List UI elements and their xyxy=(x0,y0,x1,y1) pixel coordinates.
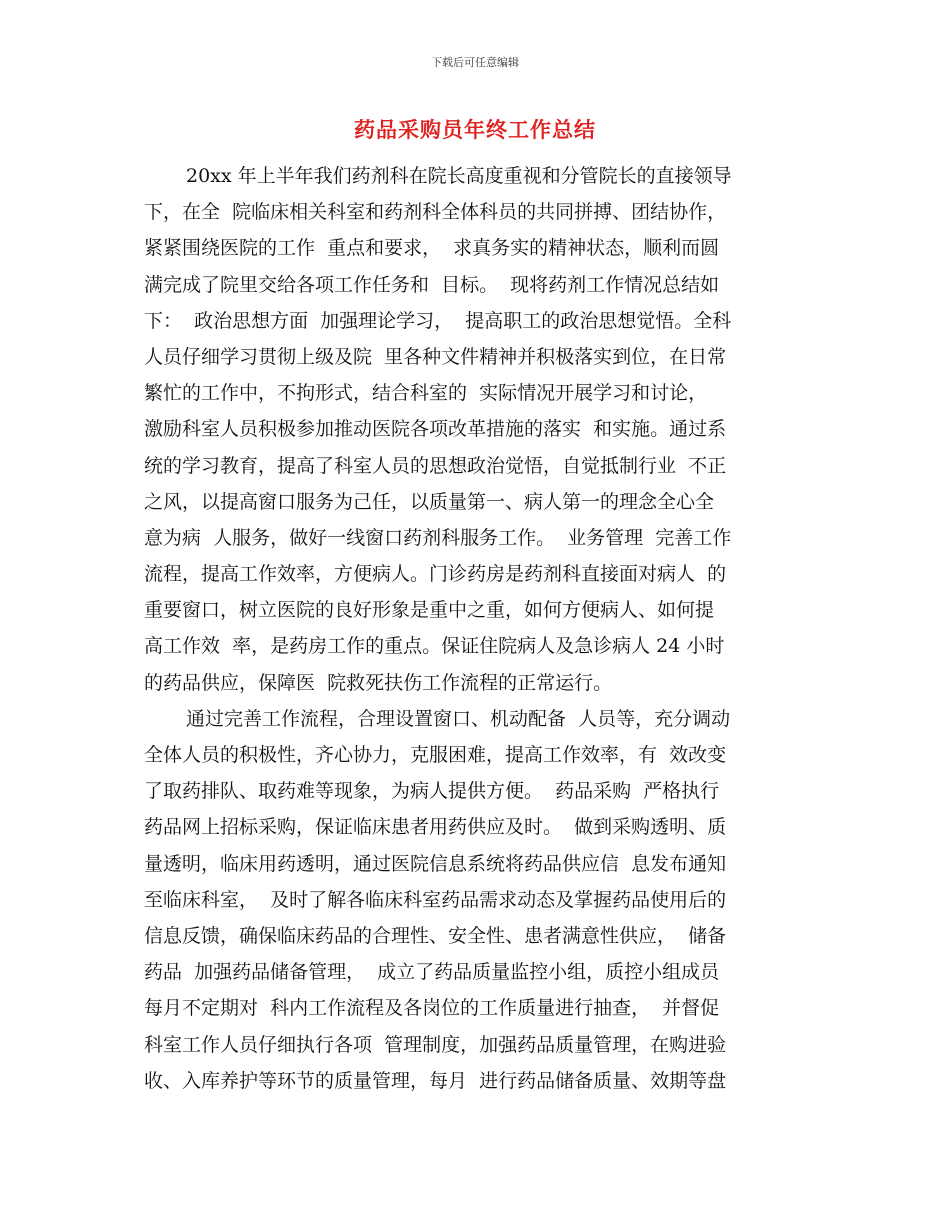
text-line: 药品网上招标采购，保证临床患者用药供应及时。 做到采购透明、质 xyxy=(144,816,727,839)
paragraph-2 xyxy=(144,701,824,1099)
text-line: 流程，提高工作效率，方便病人。门诊药房是药剂科直接面对病人 的 xyxy=(144,563,727,586)
text-line: 之风，以提高窗口服务为己任，以质量第一、病人第一的理念全心全 xyxy=(144,490,715,513)
text-line: 20xx 年上半年我们药剂科在院长高度重视和分管院长的直接领导 xyxy=(186,165,732,187)
text-line: 高工作效 率，是药房工作的重点。保证住院病人及急诊病人 24 小时 xyxy=(144,635,725,658)
text-line: 繁忙的工作中，不拘形式，结合科室的 实际情况开展学习和讨论， xyxy=(144,382,708,405)
text-line: 每月不定期对 科内工作流程及各岗位的工作质量进行抽查， 并督促 xyxy=(144,997,720,1020)
text-line: 重要窗口，树立医院的良好形象是重中之重，如何方便病人、如何提 xyxy=(144,599,715,622)
text-line: 科室工作人员仔细执行各项 管理制度，加强药品质量管理，在购进验 xyxy=(144,1033,727,1056)
header-note: 下载后可任意编辑 xyxy=(431,56,519,69)
text-line: 信息反馈，确保临床药品的合理性、安全性、患者满意性供应， 储备 xyxy=(144,924,727,947)
text-line: 收、入库养护等环节的质量管理，每月 进行药品储备质量、效期等盘 xyxy=(144,1069,727,1092)
text-line: 量透明，临床用药透明，通过医院信息系统将药品供应信 息发布通知 xyxy=(144,852,727,875)
document-title: 药品采购员年终工作总结 xyxy=(354,118,596,142)
text-line: 的药品供应，保障医 院救死扶伤工作流程的正常运行。 xyxy=(144,671,613,694)
text-line: 满完成了院里交给各项工作任务和 目标。 现将药剂工作情况总结如 xyxy=(144,273,720,296)
text-line: 全体人员的积极性，齐心协力，克服困难，提高工作效率，有 效改变 xyxy=(144,744,727,766)
text-line: 紧紧围绕医院的工作 重点和要求， 求真务实的精神状态，顺利而圆 xyxy=(144,237,720,260)
text-line: 统的学习教育，提高了科室人员的思想政治觉悟，自觉抵制行业 不正 xyxy=(144,454,727,477)
text-line: 至临床科室， 及时了解各临床科室药品需求动态及掌握药品使用后的 xyxy=(144,888,727,911)
document-body xyxy=(144,158,824,1099)
text-line: 药品 加强药品储备管理， 成立了药品质量监控小组，质控小组成员 xyxy=(144,961,720,984)
text-line: 意为病 人服务，做好一线窗口药剂科服务工作。 业务管理 完善工作 xyxy=(144,526,732,549)
text-line: 人员仔细学习贯彻上级及院 里各种文件精神并积极落实到位，在日常 xyxy=(144,345,727,368)
text-line: 下，在全 院临床相关科室和药剂科全体科员的共同拼搏、团结协作， xyxy=(144,201,727,224)
text-line: 激励科室人员积极参加推动医院各项改革措施的落实 和实施。通过系 xyxy=(144,418,727,441)
text-line: 通过完善工作流程，合理设置窗口、机动配备 人员等，充分调动 xyxy=(186,707,731,730)
paragraph-1 xyxy=(144,158,824,701)
text-line: 下： 政治思想方面 加强理论学习， 提高职工的政治思想觉悟。全科 xyxy=(144,309,732,332)
text-line: 了取药排队、取药难等现象，为病人提供方便。 药品采购 严格执行 xyxy=(144,780,720,803)
